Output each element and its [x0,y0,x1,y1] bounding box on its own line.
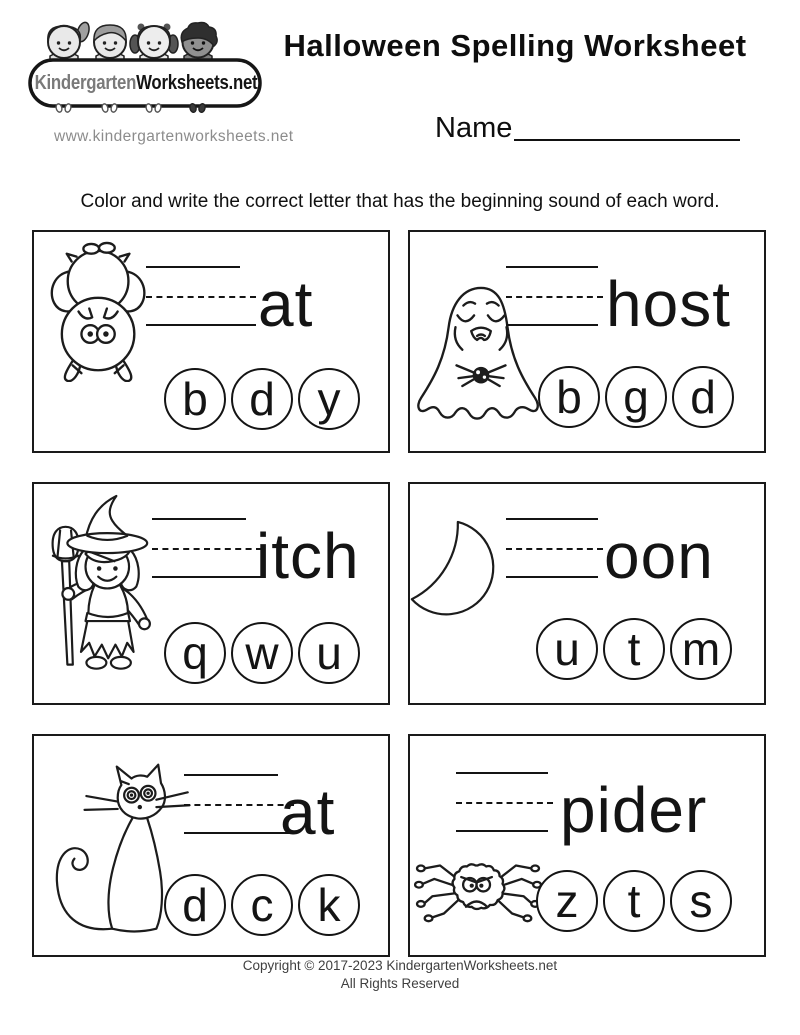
writing-guide-top-line[interactable] [184,774,278,776]
bat-illustration [48,240,156,382]
name-field-row [435,112,740,145]
choice-letter: y [317,373,341,425]
letter-choices [538,366,734,428]
choice-letter: u [316,627,342,679]
writing-area [152,518,402,614]
letter-choices [164,874,360,936]
writing-guide-base-line[interactable] [184,832,294,834]
choice-letter: d [249,373,275,425]
letter-choice[interactable] [536,870,598,932]
choice-letter: u [554,623,580,675]
choice-letter: k [317,879,341,931]
letter-choice[interactable] [670,618,732,680]
writing-guide-base-line[interactable] [146,324,256,326]
letter-choice[interactable] [298,368,360,430]
letter-choice[interactable] [536,618,598,680]
writing-guide-dashed-line[interactable] [456,802,553,804]
word-ending: at [258,268,314,340]
logo-text-kindergarten: Kindergarten [34,71,137,94]
name-input-line[interactable] [514,139,740,141]
exercise-panel-moon [408,482,766,705]
letter-choice[interactable] [603,870,665,932]
letter-choices [536,870,732,932]
letter-choice[interactable] [231,622,293,684]
word-ending: at [280,776,336,848]
writing-area [506,518,756,614]
copyright-text: Copyright © 2017-2023 KindergartenWorksheets.net [242,958,558,973]
exercise-panel-witch [32,482,390,705]
choice-letter: m [681,623,721,675]
website-url: www.kindergartenworksheets.net [54,128,294,145]
rights-text: All Rights Reserved [340,976,460,992]
writing-guide-dashed-line[interactable] [506,296,603,298]
choice-letter: z [555,875,579,927]
word-ending: pider [560,774,708,846]
choice-letter: w [245,627,279,679]
letter-choice[interactable] [164,368,226,430]
exercise-panel-spider [408,734,766,957]
choice-letter: d [182,879,208,931]
letter-choice[interactable] [164,874,226,936]
writing-area [506,266,756,362]
name-label: Name [435,112,513,144]
choice-letter: q [182,627,208,679]
letter-choice[interactable] [538,366,600,428]
page-title: Halloween Spelling Worksheet [283,28,747,63]
footer [0,957,800,993]
writing-guide-base-line[interactable] [152,576,262,578]
letter-choice[interactable] [670,870,732,932]
moon-illustration [410,516,502,618]
logo-text-worksheets: Worksheets.net [136,71,258,94]
word-ending: oon [604,520,714,592]
choice-letter: d [690,371,716,423]
logo-kid-boy [94,25,126,64]
word-ending: itch [256,520,360,592]
writing-guide-dashed-line[interactable] [146,296,256,298]
writing-guide-top-line[interactable] [506,266,598,268]
writing-guide-base-line[interactable] [506,324,598,326]
writing-guide-base-line[interactable] [506,576,598,578]
exercise-panel-ghost [408,230,766,453]
choice-letter: s [689,875,713,927]
logo-kid-girl-pigtails [130,24,178,65]
choice-letter: t [627,623,641,675]
writing-area [184,774,434,870]
logo-wordmark [34,61,258,105]
writing-area [456,772,706,868]
choice-letter: b [556,371,582,423]
letter-choice[interactable] [231,368,293,430]
word-ending: host [606,268,731,340]
letter-choice[interactable] [231,874,293,936]
writing-guide-dashed-line[interactable] [152,548,262,550]
letter-choices [164,368,360,430]
exercise-panel-cat [32,734,390,957]
site-logo [26,16,294,145]
letter-choices [164,622,360,684]
instructions-text: Color and write the correct letter that has the beginning sound of each word. [80,191,720,212]
logo-kid-boy-curly [181,23,217,65]
writing-area [146,266,396,362]
writing-guide-dashed-line[interactable] [184,804,294,806]
writing-guide-dashed-line[interactable] [506,548,603,550]
choice-letter: c [250,879,274,931]
letter-choice[interactable] [164,622,226,684]
writing-guide-base-line[interactable] [456,830,548,832]
logo-kid-girl-ponytail [48,21,92,64]
letter-choices [536,618,732,680]
writing-guide-top-line[interactable] [506,518,598,520]
letter-choice[interactable] [603,618,665,680]
choice-letter: g [623,371,649,423]
letter-choice[interactable] [298,622,360,684]
letter-choice[interactable] [605,366,667,428]
choice-letter: t [627,875,641,927]
letter-choice[interactable] [672,366,734,428]
letter-choice[interactable] [298,874,360,936]
writing-guide-top-line[interactable] [456,772,548,774]
exercise-panel-bat [32,230,390,453]
choice-letter: b [182,373,208,425]
writing-guide-top-line[interactable] [152,518,246,520]
writing-guide-top-line[interactable] [146,266,240,268]
